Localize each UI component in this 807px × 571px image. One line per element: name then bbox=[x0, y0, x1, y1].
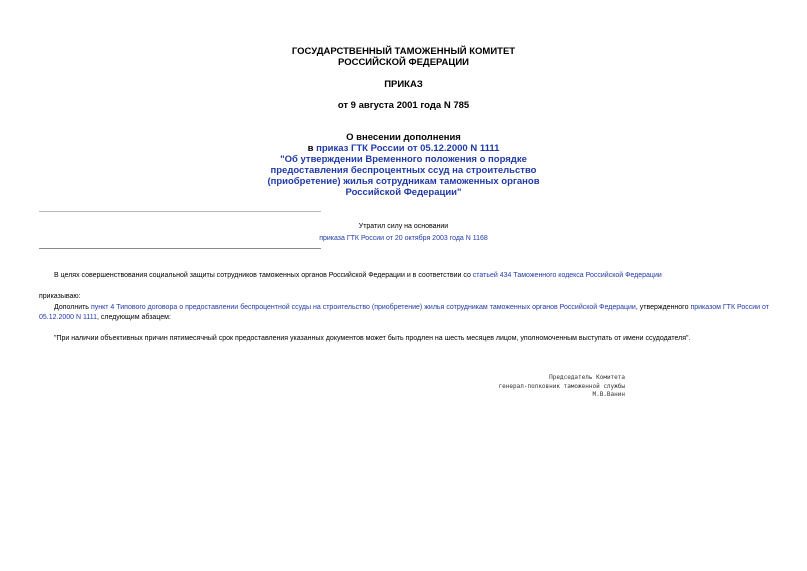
signature-block bbox=[499, 374, 625, 400]
title-line4[interactable]: предоставления беспроцентных ссуд на строительство bbox=[270, 165, 537, 176]
signature-name: М.В.Ванин bbox=[592, 391, 625, 398]
signature-position: Председатель Комитета bbox=[549, 374, 625, 381]
status-note-text: Утратил силу на основании bbox=[358, 223, 449, 230]
title-line2 bbox=[0, 143, 807, 154]
contract-clause-link[interactable]: пункт 4 Типового договора о предоставлении беспроцентной ссуды на строительство (приобретение) жилья сотрудникам таможенных органов Российской Федерации bbox=[90, 304, 636, 311]
title-line5[interactable]: (приобретение) жилья сотрудникам таможенных органов bbox=[267, 176, 540, 187]
order-1111-link[interactable]: приказом ГТК России от 05.12.2000 N 1111 bbox=[39, 304, 770, 321]
item-suffix: , следующим абзацем: bbox=[97, 314, 171, 321]
order-word: приказываю: bbox=[39, 293, 81, 300]
status-divider-bottom bbox=[39, 248, 321, 249]
title-line1: О внесении дополнения bbox=[346, 132, 461, 143]
preamble-text: В целях совершенствования социальной защиты сотрудников таможенных органов Российской Федерации и в соответствии со bbox=[54, 272, 473, 279]
status-divider-top bbox=[39, 211, 321, 212]
preamble-paragraph bbox=[39, 271, 769, 281]
amended-order-link[interactable]: приказ ГТК России от 05.12.2000 N 1111 bbox=[316, 143, 500, 154]
org-name-line2: РОССИЙСКОЙ ФЕДЕРАЦИИ bbox=[337, 57, 469, 68]
order-item-paragraph bbox=[39, 303, 769, 323]
title-line2-prefix: в bbox=[307, 143, 317, 154]
org-name-line1: ГОСУДАРСТВЕННЫЙ ТАМОЖЕННЫЙ КОМИТЕТ bbox=[291, 46, 516, 57]
document-header bbox=[0, 46, 807, 68]
title-line6[interactable]: Российской Федерации" bbox=[345, 187, 462, 198]
document-type: ПРИКАЗ bbox=[384, 79, 423, 90]
document-date-number: от 9 августа 2001 года N 785 bbox=[337, 100, 470, 111]
document-title bbox=[0, 132, 807, 198]
title-line3[interactable]: "Об утверждении Временного положения о порядке bbox=[280, 154, 527, 165]
repeal-order-link[interactable]: приказа ГТК России от 20 октября 2003 года N 1168 bbox=[319, 235, 488, 242]
signature-rank: генерал-полковник таможенной службы bbox=[498, 382, 625, 390]
status-note bbox=[0, 221, 807, 245]
item-middle: , утвержденного bbox=[635, 304, 691, 311]
customs-code-article-link[interactable]: статьей 434 Таможенного кодекса Российской Федерации bbox=[472, 272, 662, 279]
quote-paragraph: "При наличии объективных причин пятимесячный срок предоставления указанных документов может быть продлен на шесть месяцев лицом, уполномоченным выступать от имени ссудодателя". bbox=[54, 335, 691, 342]
item-prefix: Дополнить bbox=[54, 304, 91, 311]
